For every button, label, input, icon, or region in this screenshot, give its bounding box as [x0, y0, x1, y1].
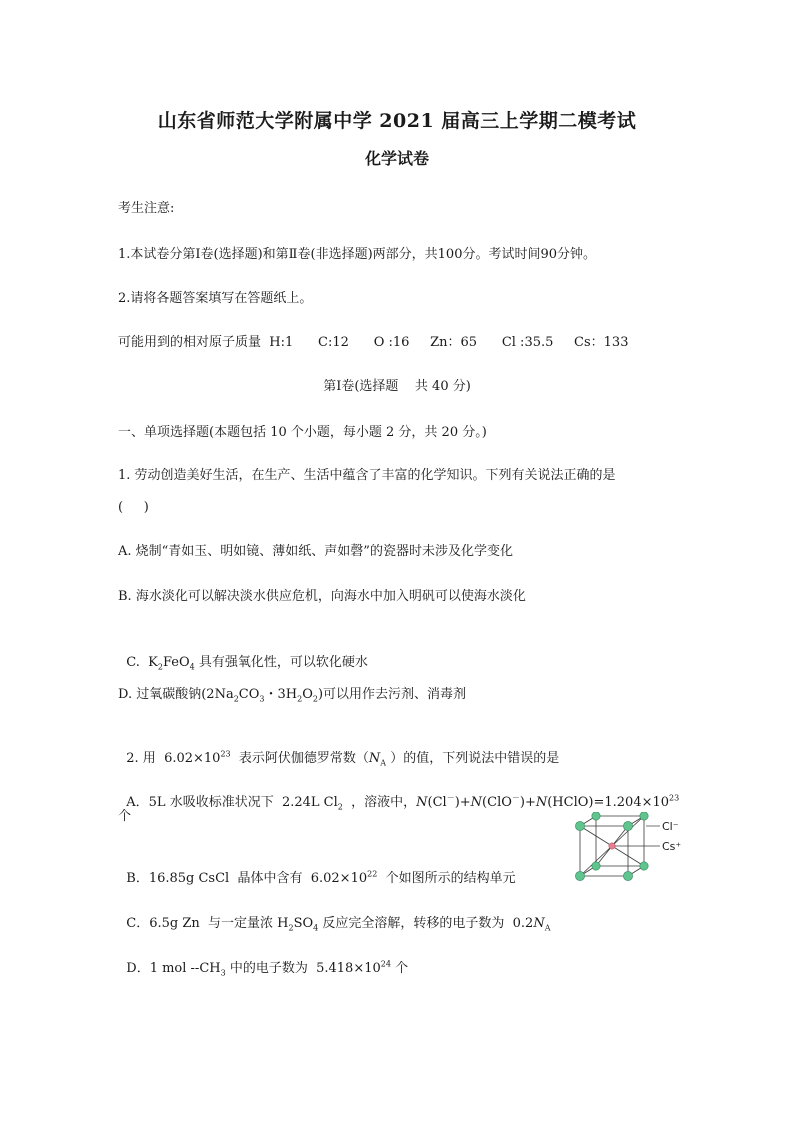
q1-d-text4: O [302, 687, 313, 702]
q1-c-sub2: 4 [189, 662, 195, 672]
q2-stem-text3: ）的值，下列说法中错误的是 [386, 751, 560, 766]
cl-ion [592, 812, 600, 820]
cs-ion [609, 843, 615, 849]
q2-a-t3: (ClO [482, 795, 512, 810]
q2-a-t5: (HClO)=1.204×10 [547, 795, 670, 810]
q2-d-text2: 中的电子数为 5.418×10 [225, 961, 381, 976]
q2-b-sup: 22 [367, 869, 378, 879]
q2-a-sup2: － [511, 793, 520, 803]
q1-d-text2: CO [238, 687, 260, 702]
cl-ion [623, 821, 632, 830]
q1-stem: 1. 劳动创造美好生活，在生产、生活中蕴含了丰富的化学知识。下列有关说法正确的是 [118, 468, 616, 483]
q1-d-text: D. 过氧碳酸钠(2Na [118, 687, 234, 702]
q1-d-text5: )可以用作去污剂、消毒剂 [317, 687, 467, 702]
q2-stem-sup: 23 [220, 749, 231, 759]
q2-c-text3: 反应完全溶解，转移的电子数为 0.2 [318, 916, 534, 931]
q1-option-d [118, 686, 466, 704]
q2-stem [118, 732, 559, 768]
q2-a-t4: )+ [519, 795, 536, 810]
q2-stem-na-sub: A [380, 758, 387, 768]
q2-d-text: D．1 mol --CH [126, 961, 221, 976]
q2-c-na-sub: A [544, 923, 551, 933]
q2-d-text3: 个 [390, 961, 409, 976]
cl-ion [575, 821, 584, 830]
q2-option-a [118, 776, 679, 812]
q2-option-a-cont: 个 [118, 809, 132, 824]
q2-a-sub: 2 [337, 802, 343, 812]
atomic-masses: 可能用到的相对原子质量 H:1 C:12 O :16 Zn：65 Cl :35.5 Cs：133 [118, 335, 629, 350]
q2-a-sup3: 23 [669, 793, 680, 803]
q2-d-sub: 3 [220, 968, 226, 978]
q1-c-text2: FeO [162, 655, 190, 670]
q2-c-na: N [533, 916, 545, 931]
q1-d-sub4: 2 [312, 694, 318, 704]
label-cs: Cs⁺ [662, 840, 682, 853]
page-title: 山东省师范大学附属中学 2021 届高三上学期二模考试 [157, 110, 637, 132]
q1-d-sub2: 3 [259, 694, 265, 704]
q2-a-sup1: － [446, 793, 455, 803]
label-leaders [615, 826, 660, 846]
q1-option-b: B. 海水淡化可以解决淡水供应危机，向海水中加入明矾可以使海水淡化 [118, 589, 526, 604]
q2-option-d [118, 942, 408, 978]
q1-option-c [118, 636, 368, 672]
q2-d-sup: 24 [380, 959, 391, 969]
notice-item-2: 2.请将各题答案填写在答题纸上。 [118, 291, 313, 306]
section-title: 第Ⅰ卷(选择题 共 40 分) [323, 379, 471, 394]
q1-c-sub1: 2 [157, 662, 163, 672]
q2-c-sub2: 4 [313, 923, 319, 933]
q2-stem-na: N [368, 751, 381, 766]
cl-ion [640, 862, 648, 870]
q1-d-text3: ・3H [264, 687, 298, 702]
cl-ion [640, 812, 648, 820]
q2-a-n1: N [416, 795, 428, 810]
q1-d-sub1: 2 [233, 694, 239, 704]
q2-c-text2: SO [293, 916, 314, 931]
cl-ion [575, 871, 584, 880]
q2-b-text2: 个如图所示的结构单元 [377, 871, 516, 886]
q1-option-a: A. 烧制“青如玉、明如镜、薄如纸、声如磬”的瓷器时未涉及化学变化 [118, 544, 513, 559]
notice-item-1: 1.本试卷分第Ⅰ卷(选择题)和第Ⅱ卷(非选择题)两部分，共100分。考试时间90分钟。 [118, 247, 597, 262]
q2-c-text: C．6.5g Zn 与一定量浓 H [126, 916, 289, 931]
q2-a-t2: )+ [454, 795, 471, 810]
cl-ion [592, 862, 600, 870]
notice-heading: 考生注意: [118, 201, 175, 216]
q2-a-t1: (Cl [427, 795, 447, 810]
q2-b-text: B．16.85g CsCl 晶体中含有 6.02×10 [126, 871, 368, 886]
q1-d-sub3: 2 [297, 694, 303, 704]
q1-c-text3: 具有强氧化性，可以软化硬水 [194, 655, 368, 670]
q1-paren: ( ) [118, 500, 149, 515]
q2-a-n3: N [535, 795, 548, 810]
q2-option-b [118, 852, 516, 888]
q2-c-sub1: 2 [288, 923, 294, 933]
q2-a-text2: ，溶液中， [342, 795, 417, 810]
cl-ion [623, 871, 632, 880]
page-subtitle: 化学试卷 [364, 149, 429, 168]
q2-stem-text: 2. 用 6.02×10 [126, 751, 221, 766]
q2-option-c [118, 897, 550, 933]
q1-c-text: C. K [126, 655, 158, 670]
q2-stem-text2: 表示阿伏伽德罗常数（ [230, 751, 369, 766]
part-heading: 一、单项选择题(本题包括 10 个小题，每小题 2 分，共 20 分。) [118, 425, 487, 440]
cscl-unit-cell-diagram [574, 812, 694, 884]
q2-a-text: A．5L 水吸收标准状况下 2.24L Cl [126, 795, 338, 810]
label-cl: Cl⁻ [662, 820, 679, 833]
q2-a-n2: N [470, 795, 483, 810]
